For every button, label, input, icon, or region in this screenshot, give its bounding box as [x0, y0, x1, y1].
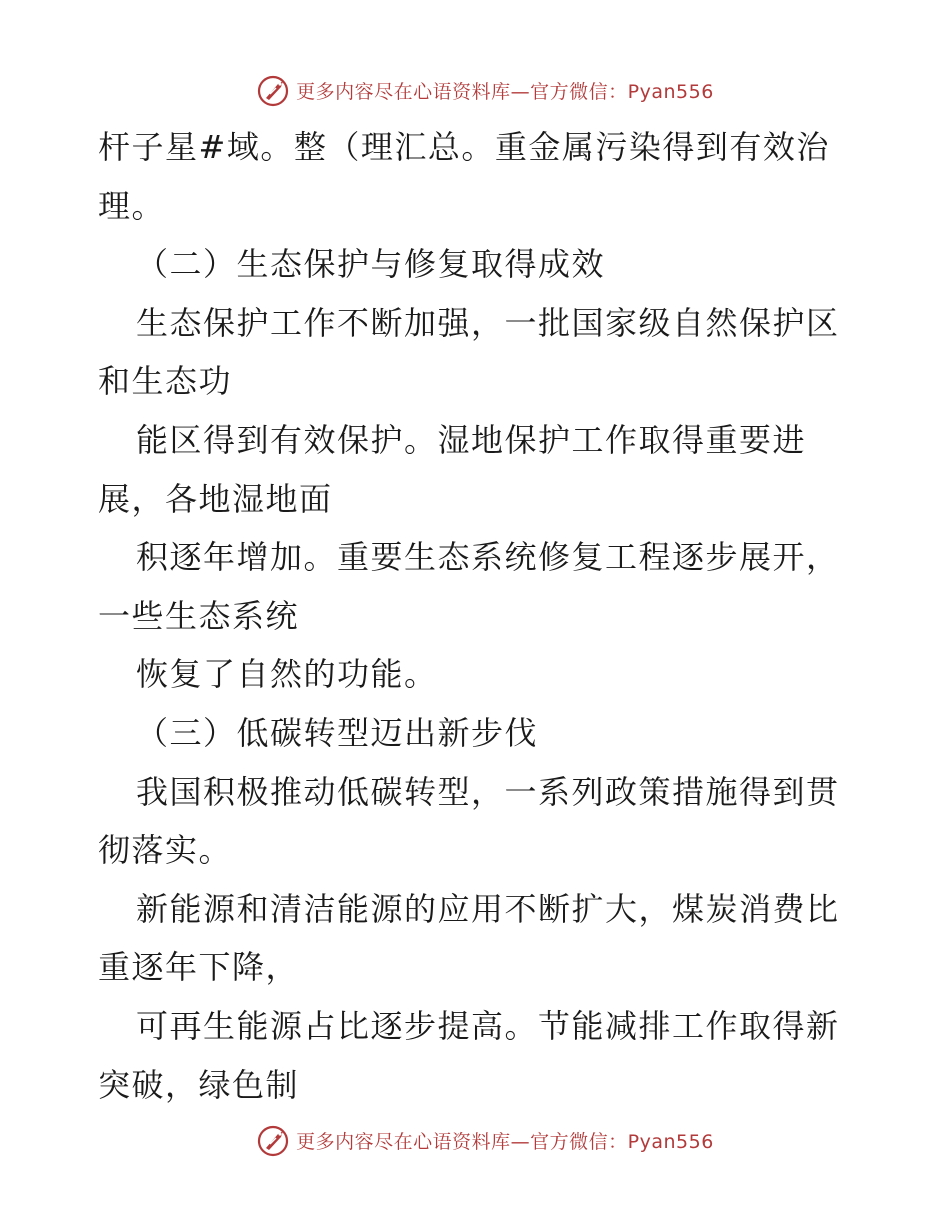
text-line: 恢复了自然的功能。	[136, 655, 438, 694]
text-line: 新能源和清洁能源的应用不断扩大，煤炭消费比	[136, 889, 840, 928]
pen-nib-logo-icon	[256, 72, 292, 108]
header-banner-text: 更多内容尽在心语资料库—官方微信：Pyan556	[296, 80, 714, 103]
pen-nib-logo-icon	[256, 1122, 292, 1158]
section-heading: （二）生态保护与修复取得成效	[136, 245, 606, 284]
header-banner	[0, 70, 950, 110]
text-line: 彻落实。	[98, 831, 233, 870]
text-line: 我国积极推动低碳转型，一系列政策措施得到贯	[136, 772, 840, 811]
text-line: 和生态功	[98, 362, 233, 401]
text-line: 突破，绿色制	[98, 1065, 300, 1104]
text-line: 重逐年下降，	[98, 948, 300, 987]
footer-banner-inner	[256, 1122, 714, 1158]
text-line: 积逐年增加。重要生态系统修复工程逐步展开，	[136, 538, 840, 577]
footer-banner-text: 更多内容尽在心语资料库—官方微信：Pyan556	[296, 1130, 714, 1153]
text-line: 杆子星#域。整（理汇总。重金属污染得到有效治	[98, 128, 830, 166]
text-line: 理。	[98, 186, 166, 225]
header-banner-inner	[256, 72, 714, 108]
text-line: 展，各地湿地面	[98, 479, 333, 518]
text-line: 能区得到有效保护。湿地保护工作取得重要进	[136, 420, 807, 459]
footer-banner	[0, 1120, 950, 1160]
text-line: 一些生态系统	[98, 596, 300, 635]
text-line: 可再生能源占比逐步提高。节能减排工作取得新	[136, 1006, 840, 1045]
document-body	[98, 118, 878, 1114]
text-line: 生态保护工作不断加强，一批国家级自然保护区	[136, 303, 840, 342]
section-heading: （三）低碳转型迈出新步伐	[136, 713, 539, 752]
